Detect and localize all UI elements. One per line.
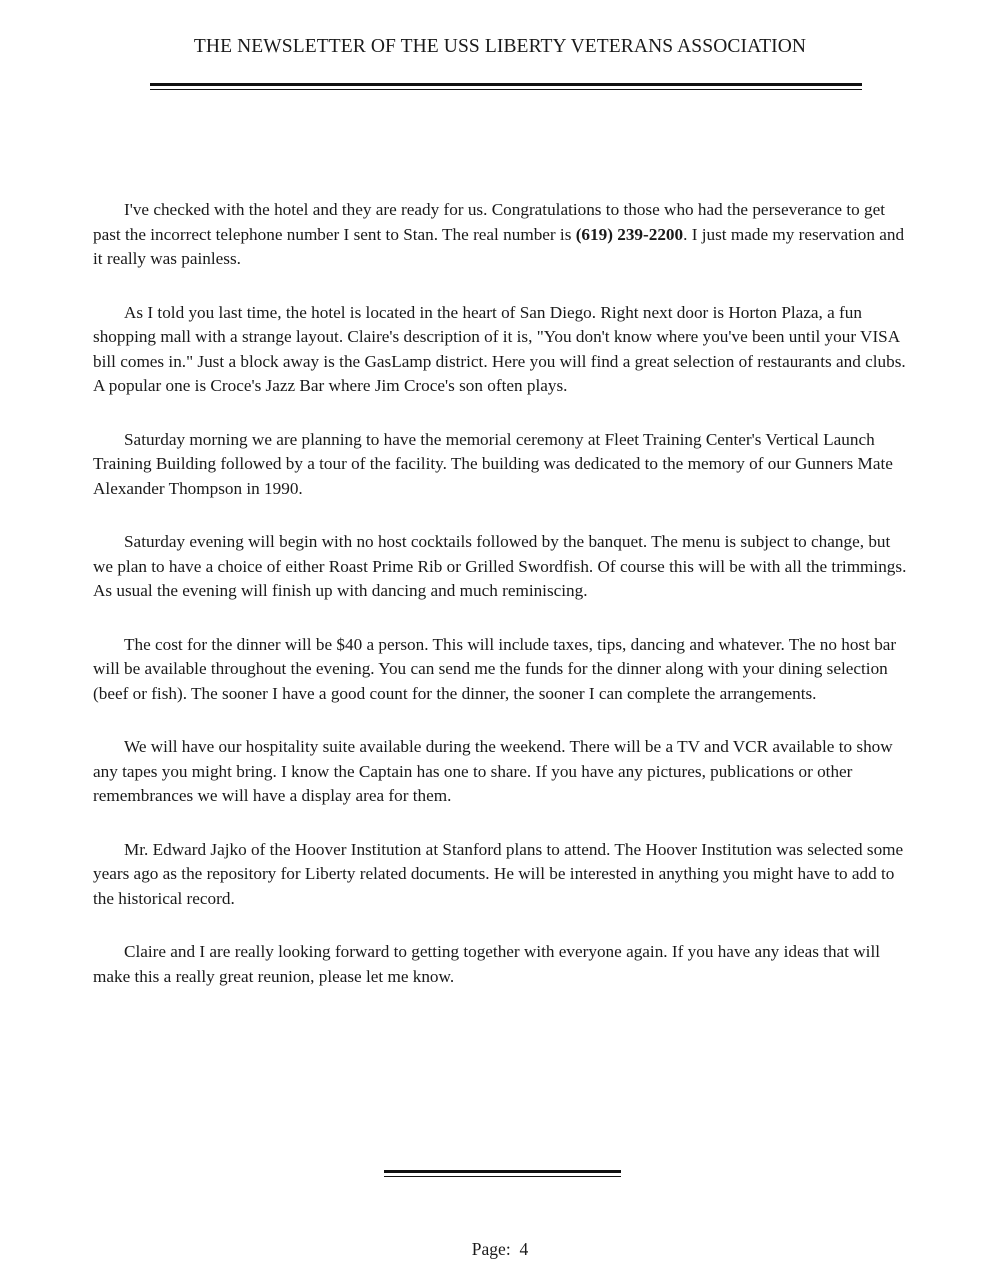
article-paragraph-hospitality: We will have our hospitality suite available during the weekend. There will be a TV and VCR available to show any tapes you might bring. I know the Captain has one to share. If you have any pictures, publications or other remembrances we will have a display area for them. — [93, 737, 893, 805]
newsletter-title: THE NEWSLETTER OF THE USS LIBERTY VETERANS ASSOCIATION — [193, 36, 807, 57]
page-number-value: 4 — [519, 1239, 529, 1259]
article-body — [93, 198, 908, 1018]
footer-divider-thick-line — [384, 1170, 621, 1173]
footer-divider — [384, 1170, 621, 1177]
article-paragraph-banquet: Saturday evening will begin with no host cocktails followed by the banquet. The menu is subject to change, but we plan to have a choice of either Roast Prime Rib or Grilled Swordfish. Of course this will be with all the trimmings. As usual the evening will finish up with dancing and much reminiscing. — [93, 532, 907, 600]
article-paragraph-hoover: Mr. Edward Jajko of the Hoover Institution at Stanford plans to attend. The Hoover Institution was selected some years ago as the repository for Liberty related documents. He will be interested in anything you might have to add to the historical record. — [93, 839, 904, 908]
header-divider-thin-line — [150, 89, 862, 90]
footer-divider-thin-line — [384, 1176, 621, 1177]
header-divider-thick-line — [150, 83, 862, 86]
hotel-paragraph-text: I've checked with the hotel and they are ready for us. Congratulations to those who had the perseverance to get past the incorrect telephone number I sent to Stan. The real number is — [93, 200, 885, 244]
hotel-phone-number: (619) 239-2200 — [575, 224, 684, 244]
hotel-paragraph-text-end: . I just made my reservation and it really was painless. — [93, 224, 905, 268]
article-paragraph-closing: Claire and I are really looking forward to getting together with everyone again. If you have any ideas that will make this a really great reunion, please let me know. — [93, 942, 880, 986]
page-label: Page: — [471, 1239, 511, 1259]
article-paragraph-location: As I told you last time, the hotel is located in the heart of San Diego. Right next door is Horton Plaza, a fun shopping mall with a strange layout. Claire's description of it is, "You don't know where you've been until your VISA bill comes in." Just a block away is the GasLamp district. Here you will find a great selection of restaurants and clubs. A popular one is Croce's Jazz Bar where Jim Croce's son often plays. — [93, 302, 906, 395]
article-paragraph-memorial: Saturday morning we are planning to have the memorial ceremony at Fleet Training Center's Vertical Launch Training Building followed by a tour of the facility. The building was dedicated to the memory of our Gunners Mate Alexander Thompson in 1990. — [93, 429, 893, 498]
article-paragraph-hotel — [93, 198, 908, 272]
article-paragraph-cost: The cost for the dinner will be $40 a person. This will include taxes, tips, dancing and whatever. The no host bar will be available throughout the evening. You can send me the funds for the dinner along with your dining selection (beef or fish). The sooner I have a good count for the dinner, the sooner I can complete the arrangements. — [93, 634, 897, 703]
header-divider — [150, 83, 862, 90]
page-number — [0, 1239, 1000, 1260]
